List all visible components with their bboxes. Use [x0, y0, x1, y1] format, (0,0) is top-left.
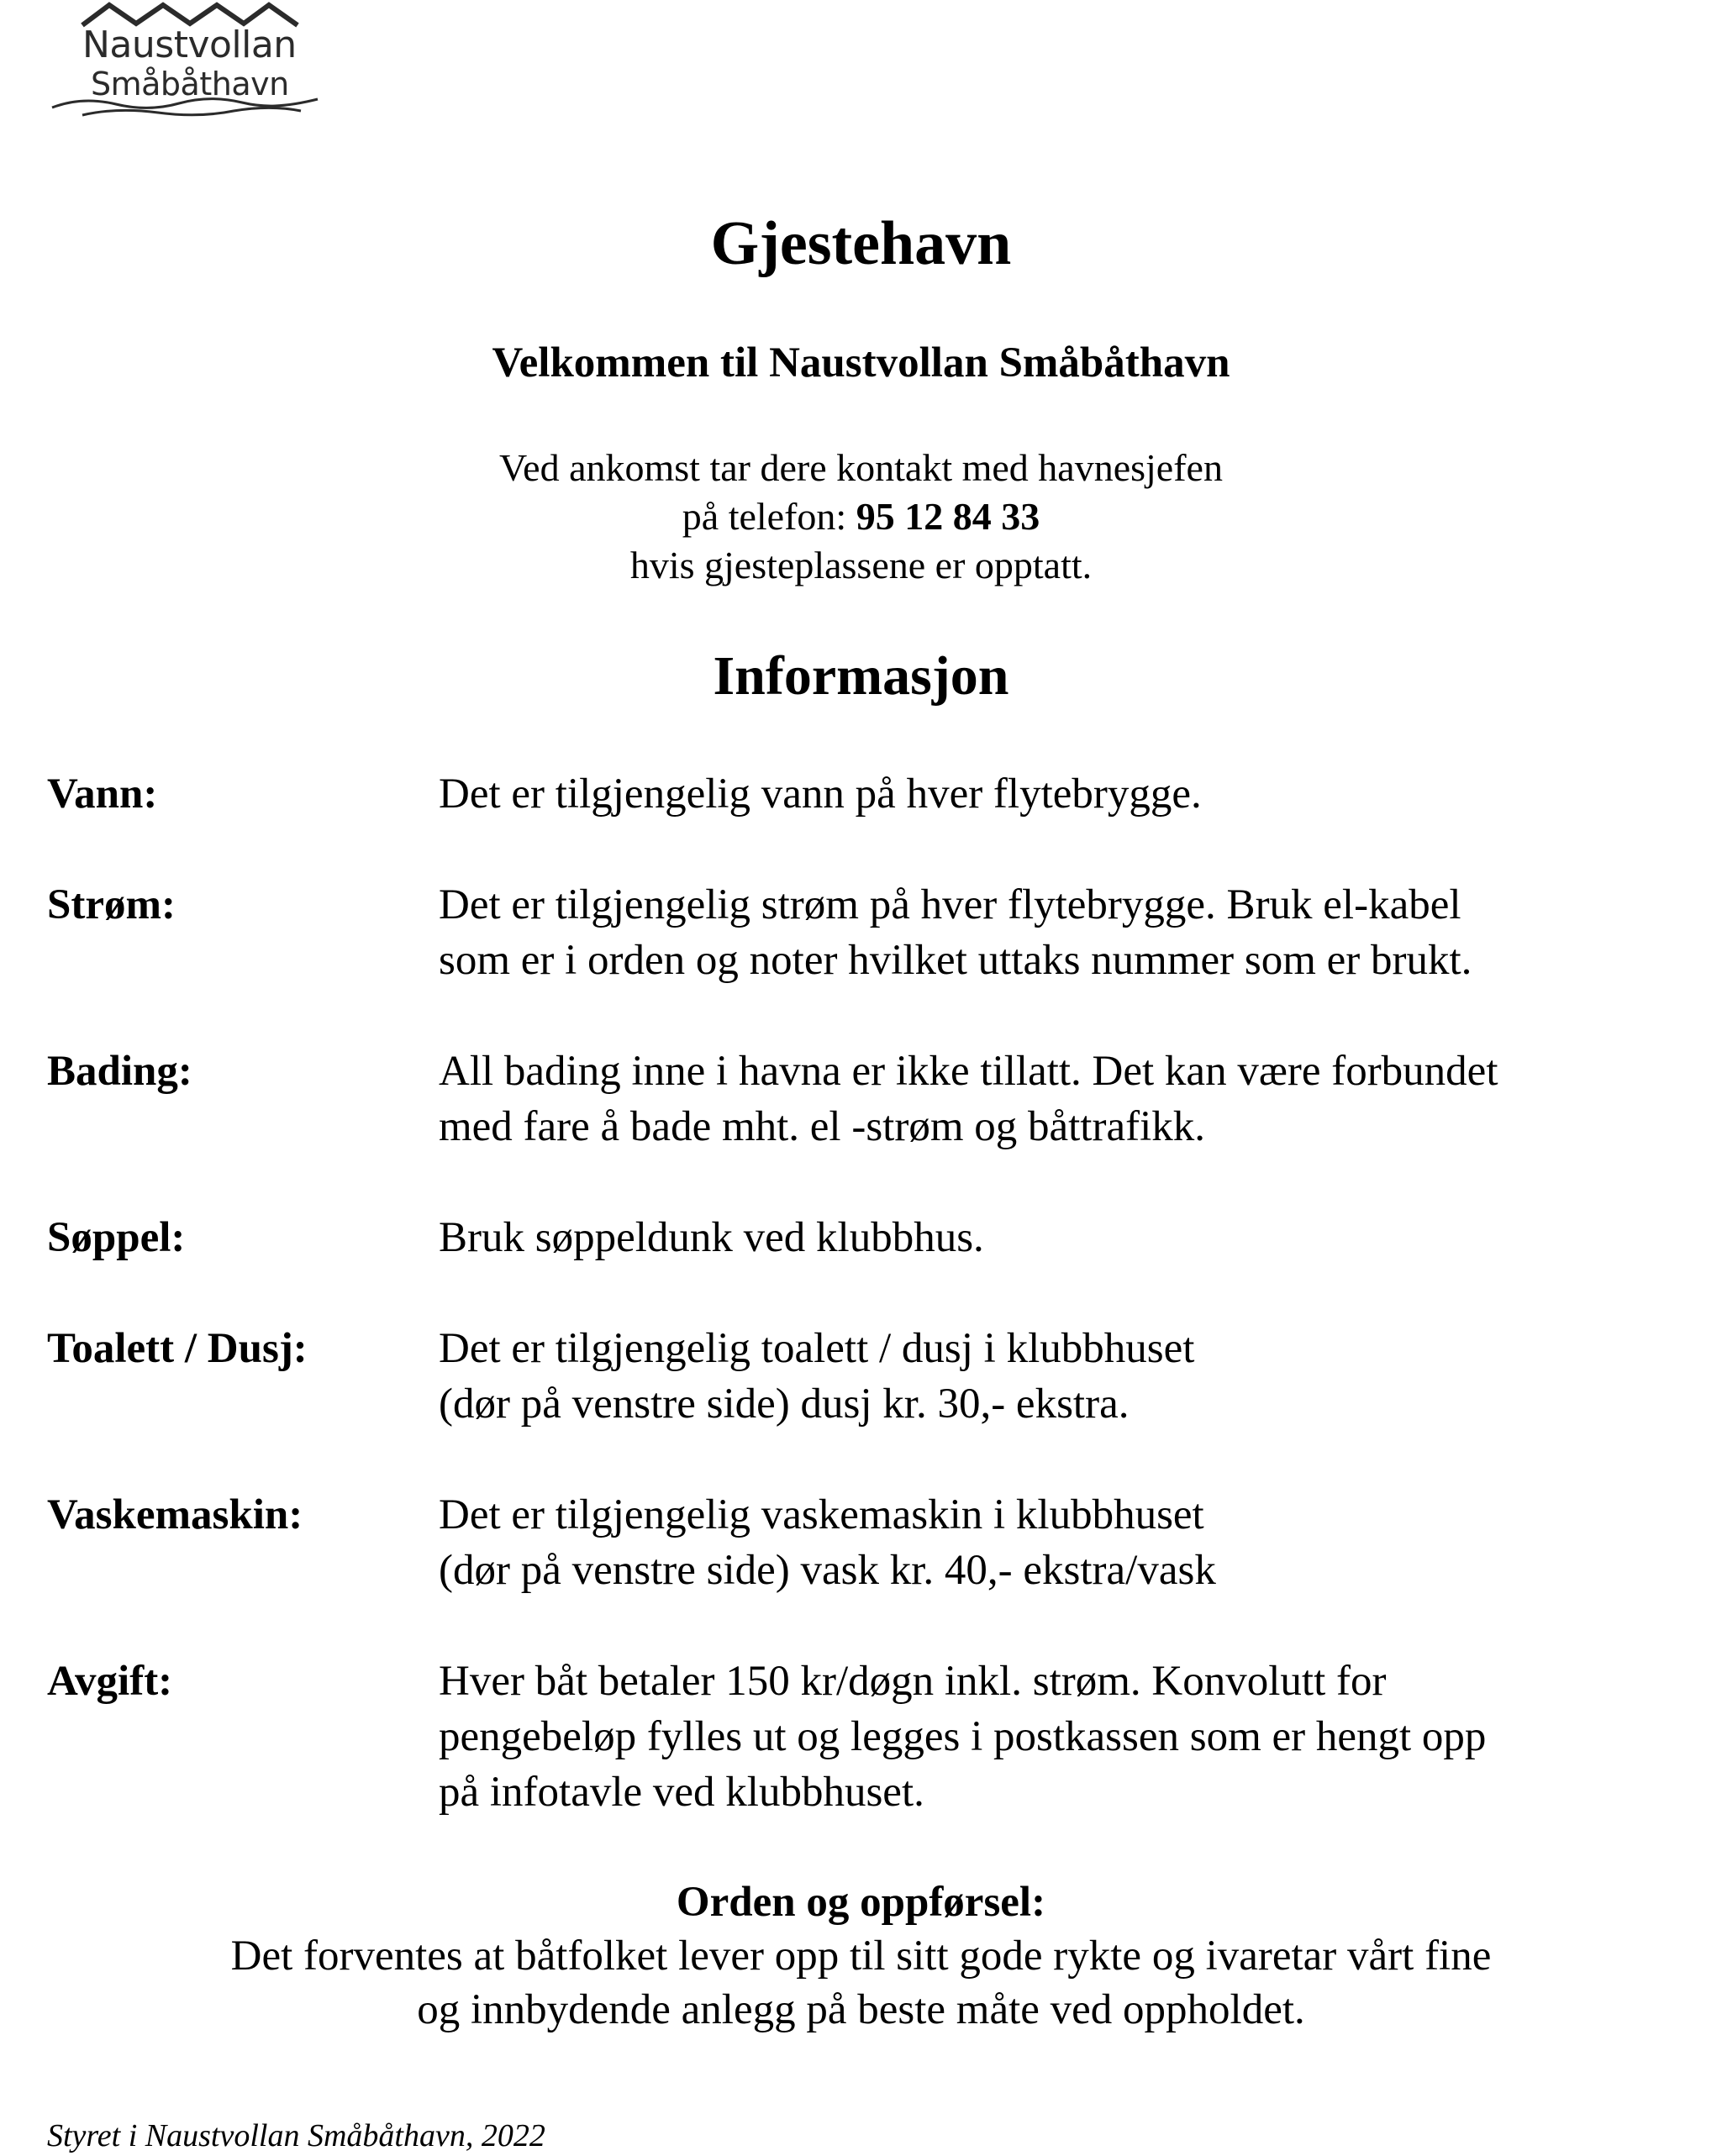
conduct-heading: Orden og oppførsel:	[676, 1879, 1046, 1926]
info-label: Strøm:	[47, 881, 176, 928]
info-line: som er i orden og noter hvilket uttaks nummer som er brukt.	[439, 937, 1472, 984]
info-line: pengebeløp fylles ut og legges i postkassen som er hengt opp	[439, 1713, 1487, 1760]
info-line: Det er tilgjengelig toalett / dusj i klubbhuset	[439, 1325, 1195, 1372]
logo	[49, 0, 326, 118]
info-line: Bruk søppeldunk ved klubbhus.	[439, 1214, 984, 1261]
logo-text-line1: Naustvollan	[82, 24, 297, 66]
info-text	[439, 1487, 1699, 1598]
info-text	[439, 1044, 1699, 1154]
welcome-heading: Velkommen til Naustvollan Småbåthavn	[492, 339, 1230, 387]
info-line: (dør på venstre side) dusj kr. 30,- ekstra.	[439, 1380, 1130, 1428]
contact-line3: hvis gjesteplassene er opptatt.	[629, 544, 1093, 586]
footer-signature: Styret i Naustvollan Småbåthavn, 2022	[47, 2118, 545, 2153]
info-label: Søppel:	[47, 1214, 186, 1261]
info-line: på infotavle ved klubbhuset.	[439, 1769, 924, 1816]
info-text	[439, 1654, 1699, 1820]
conduct-line2: og innbydende anlegg på beste måte ved oppholdet.	[417, 1986, 1305, 2033]
info-text	[439, 1210, 1699, 1265]
info-line: Det er tilgjengelig vann på hver flytebrygge.	[439, 770, 1202, 818]
info-line: med fare å bade mht. el -strøm og båttrafikk.	[439, 1103, 1205, 1150]
info-line: Det er tilgjengelig strøm på hver flytebrygge. Bruk el-kabel	[439, 881, 1461, 928]
info-text	[439, 877, 1699, 988]
logo-text-line2: Småbåthavn	[91, 66, 289, 103]
conduct-text	[0, 1929, 1722, 2037]
contact-phone-prefix: på telefon:	[682, 495, 856, 538]
info-line: Hver båt betaler 150 kr/døgn inkl. strøm. Konvolutt for	[439, 1658, 1387, 1705]
info-label: Toalett / Dusj:	[47, 1325, 308, 1372]
info-line: All bading inne i havna er ikke tillatt. Det kan være forbundet	[439, 1048, 1498, 1095]
page-title: Gjestehavn	[710, 209, 1012, 278]
info-text	[439, 766, 1699, 822]
info-label: Avgift:	[47, 1658, 173, 1705]
info-heading: Informasjon	[713, 645, 1009, 707]
info-label: Bading:	[47, 1048, 192, 1095]
conduct-line1: Det forventes at båtfolket lever opp til sitt gode rykte og ivaretar vårt fine	[230, 1933, 1492, 1980]
info-label: Vann:	[47, 770, 158, 818]
info-line: Det er tilgjengelig vaskemaskin i klubbhuset	[439, 1491, 1204, 1538]
info-text	[439, 1321, 1699, 1432]
info-label: Vaskemaskin:	[47, 1491, 303, 1538]
contact-info	[0, 444, 1722, 590]
phone-number: 95 12 84 33	[856, 495, 1040, 538]
contact-line1: Ved ankomst tar dere kontakt med havnesjefen	[499, 446, 1223, 489]
info-line: (dør på venstre side) vask kr. 40,- ekstra/vask	[439, 1547, 1216, 1594]
contact-line2	[0, 492, 1722, 541]
